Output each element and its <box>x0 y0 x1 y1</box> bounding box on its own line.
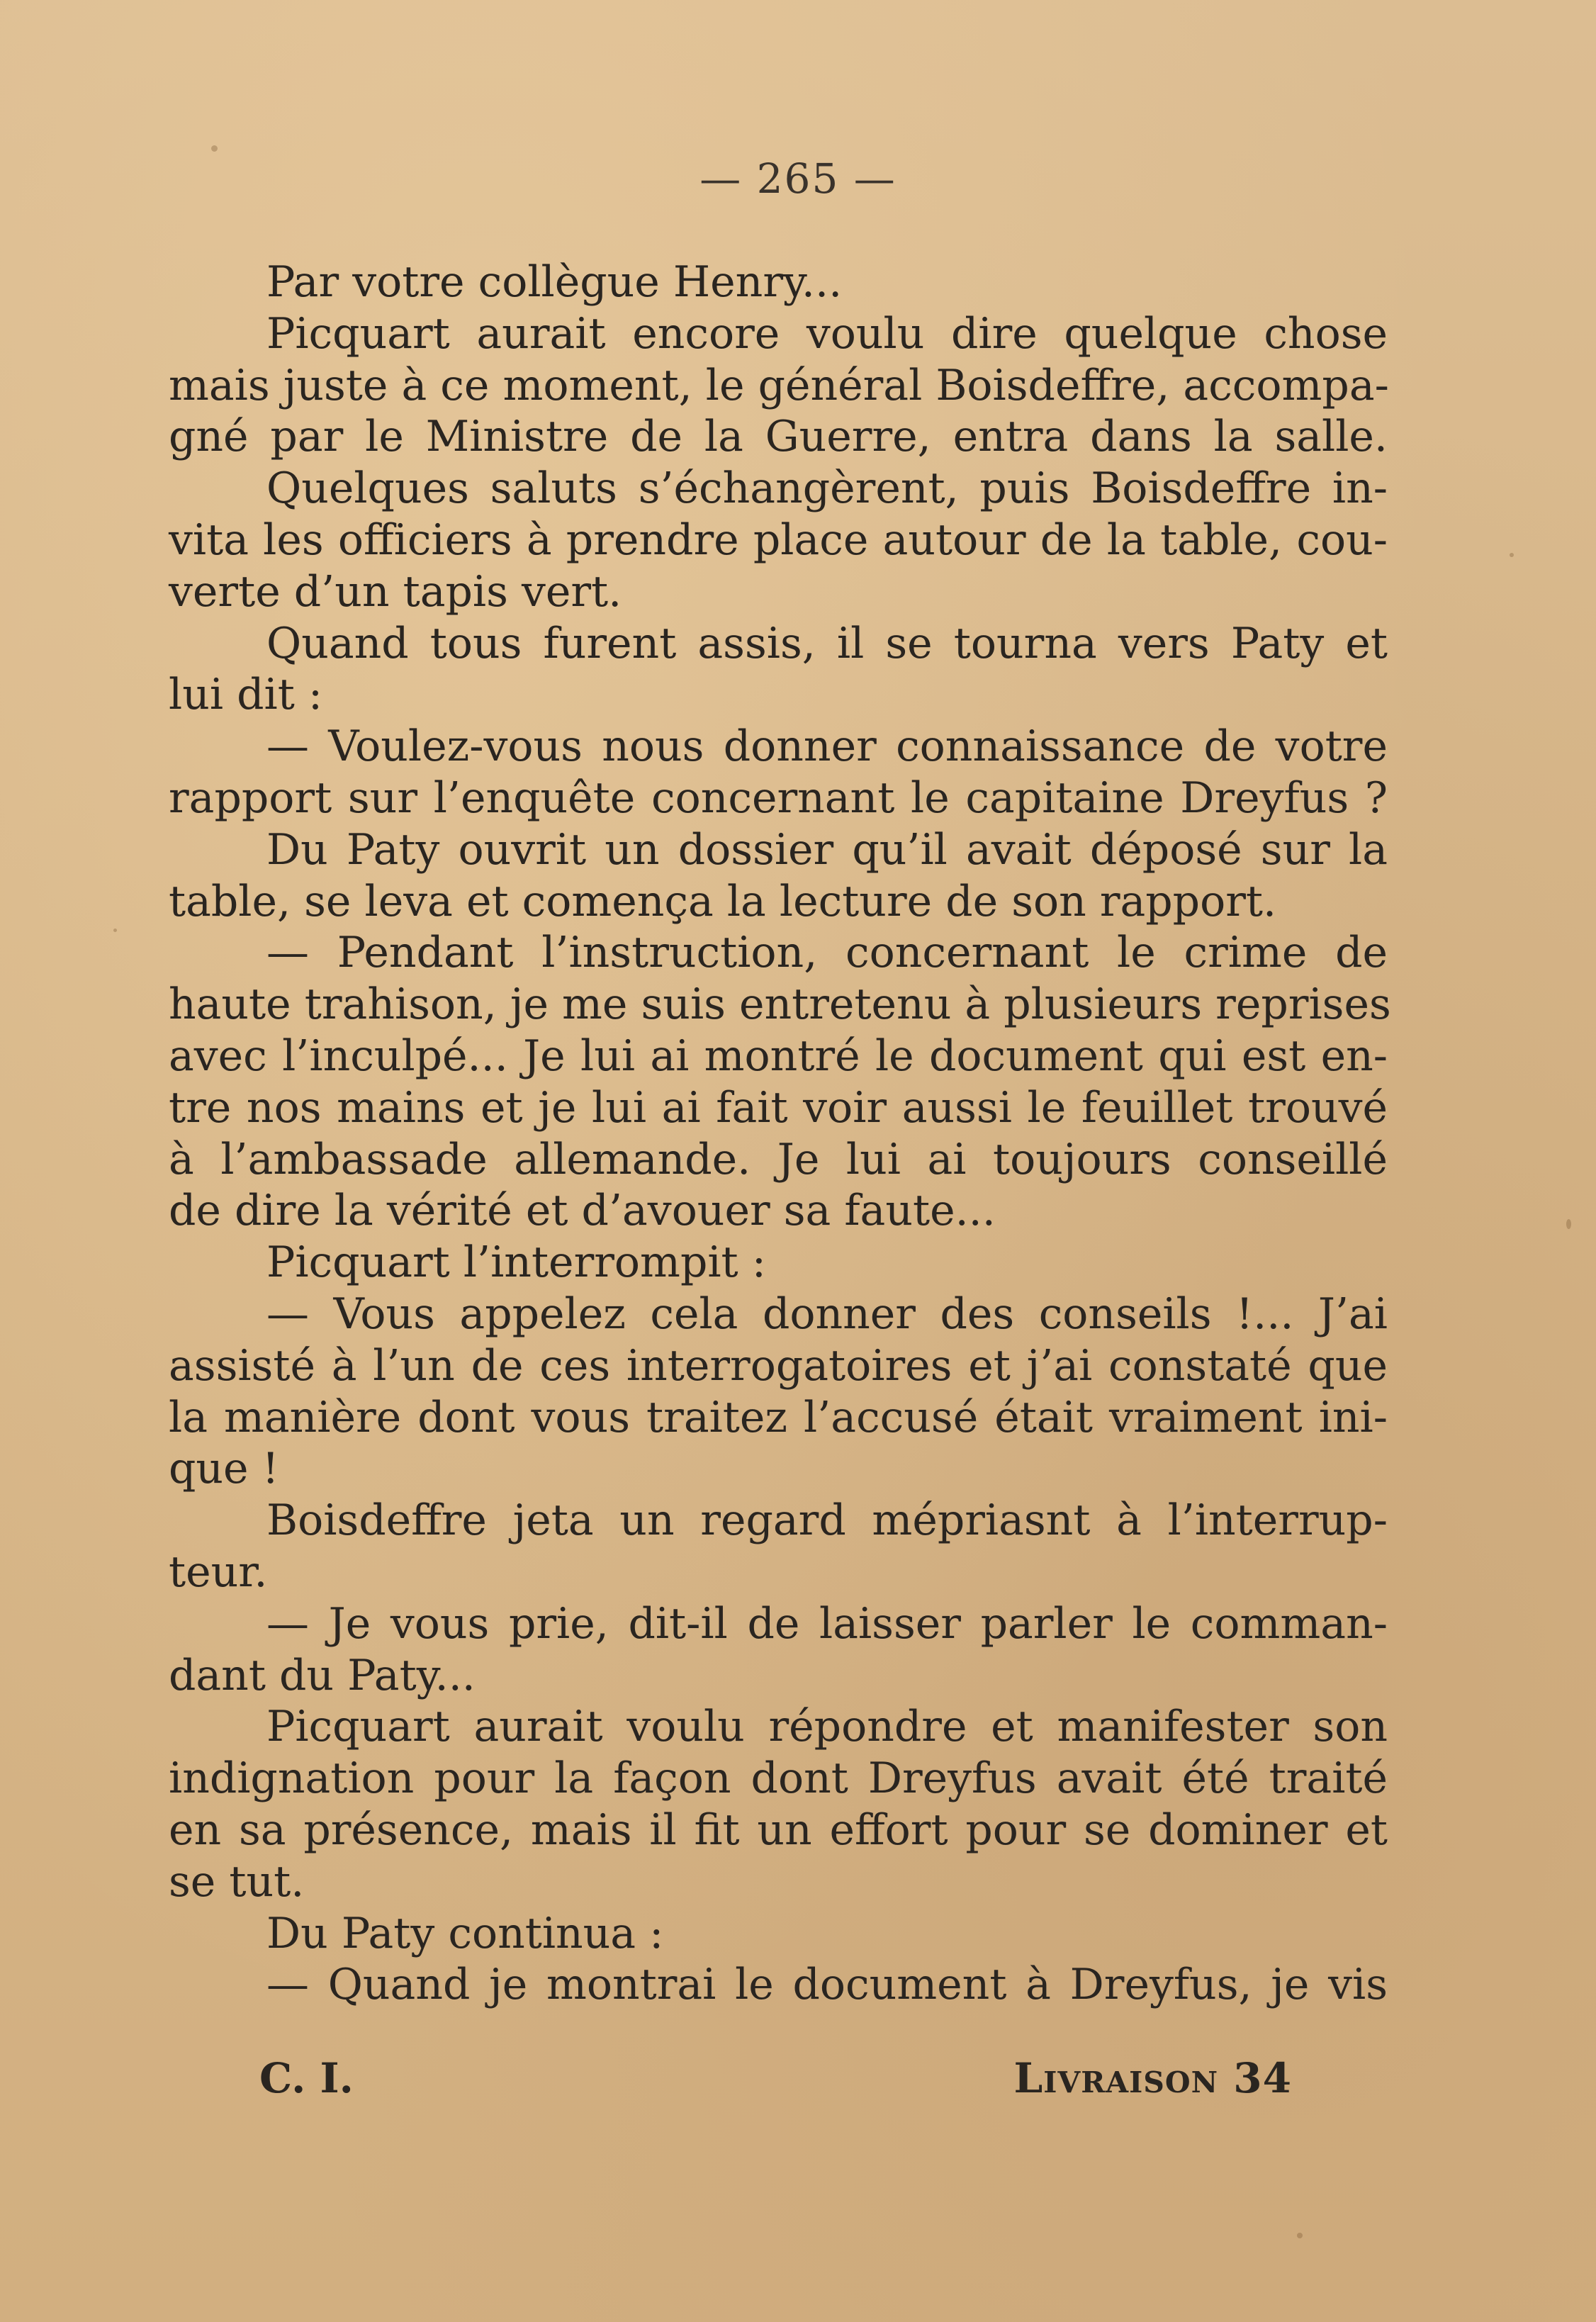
text-line: Quand tous furent assis, il se tourna vers Paty et <box>266 618 1388 668</box>
text-line: se tut. <box>169 1856 305 1907</box>
text-line: Par votre collègue Henry... <box>266 257 843 307</box>
livraison-number: Livraison 34 <box>1013 2054 1292 2102</box>
page-number: — 265 — <box>699 155 897 203</box>
text-line: gné par le Ministre de la Guerre, entra dans la salle. <box>169 412 1388 462</box>
text-line: indignation pour la façon dont Dreyfus avait été traité <box>169 1754 1388 1804</box>
text-line: Picquart aurait voulu répondre et manifester son <box>266 1702 1388 1752</box>
text-line: — Quand je montrai le document à Dreyfus, je vis <box>266 1960 1388 2010</box>
paper-speck <box>1297 2233 1303 2238</box>
text-line: tre nos mains et je lui ai fait voir aussi le feuillet trouvé <box>169 1082 1388 1133</box>
text-line: table, se leva et comença la lecture de son rapport. <box>169 876 1277 926</box>
text-line: la manière dont vous traitez l’accusé était vraiment ini- <box>169 1392 1388 1442</box>
text-line: Du Paty ouvrit un dossier qu’il avait déposé sur la <box>266 824 1388 875</box>
paper-speck <box>1566 1219 1571 1229</box>
text-line: Picquart l’interrompit : <box>266 1238 766 1288</box>
text-line: teur. <box>169 1547 268 1597</box>
text-line: que ! <box>169 1444 279 1494</box>
text-line: Quelques saluts s’échangèrent, puis Boisdeffre in- <box>266 464 1388 514</box>
text-line: Boisdeffre jeta un regard mépriasnt à l’interrup- <box>266 1496 1388 1546</box>
text-line: Picquart aurait encore voulu dire quelque chose <box>266 308 1388 359</box>
paper-speck <box>211 145 218 152</box>
text-line: mais juste à ce moment, le général Boisdeffre, accompa- <box>169 360 1389 410</box>
text-line: lui dit : <box>169 670 323 720</box>
text-line: — Je vous prie, dit-il de laisser parler le comman- <box>266 1598 1388 1649</box>
text-line: de dire la vérité et d’avouer sa faute... <box>169 1186 996 1236</box>
text-line: vita les officiers à prendre place autour de la table, cou- <box>169 515 1388 565</box>
text-line: verte d’un tapis vert. <box>169 566 622 617</box>
text-line: Du Paty continua : <box>266 1908 664 1958</box>
signature-mark: C. I. <box>259 2054 354 2102</box>
text-line: avec l’inculpé... Je lui ai montré le document qui est en- <box>169 1031 1388 1081</box>
text-line: — Vous appelez cela donner des conseils !... J’ai <box>266 1289 1388 1339</box>
paper-speck <box>113 929 117 932</box>
text-line: rapport sur l’enquête concernant le capitaine Dreyfus ? <box>169 773 1388 823</box>
body-text <box>169 257 1391 2011</box>
text-line: haute trahison, je me suis entretenu à plusieurs reprises <box>169 980 1391 1030</box>
text-line: en sa présence, mais il fit un effort pour se dominer et <box>169 1805 1388 1855</box>
paper-speck <box>1510 553 1514 557</box>
text-line: à l’ambassade allemande. Je lui ai toujours conseillé <box>169 1134 1388 1184</box>
text-line: assisté à l’un de ces interrogatoires et j’ai constaté que <box>169 1340 1388 1391</box>
text-line: dant du Paty... <box>169 1650 476 1700</box>
text-line: — Voulez-vous nous donner connaissance de votre <box>266 722 1388 772</box>
text-line: — Pendant l’instruction, concernant le crime de <box>266 928 1388 978</box>
